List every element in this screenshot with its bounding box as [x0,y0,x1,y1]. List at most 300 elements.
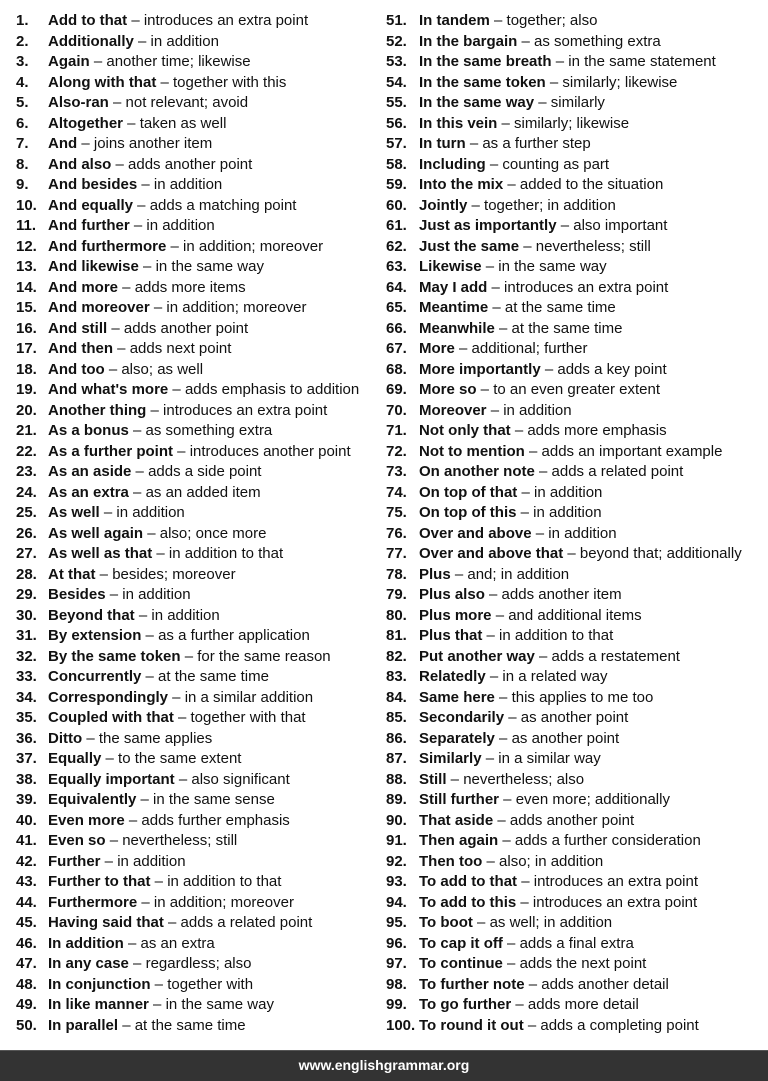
item-text [419,155,609,176]
item-definition: nevertheless; still [535,237,651,255]
item-definition: as something extra [534,32,661,50]
item-number: 10. [16,196,37,214]
item-separator: – [485,668,503,685]
item-number: 2. [16,32,29,50]
item-term: To cap it off [419,934,503,952]
item-number: 58. [386,155,407,173]
item-definition: the same applies [98,729,213,747]
item-separator: – [77,135,94,152]
item-number: 92. [386,852,407,870]
item-term: And also [48,155,112,173]
item-term: Plus that [419,627,483,644]
list-item [16,380,382,401]
item-text [419,749,601,770]
item-text [419,278,668,299]
item-number: 50. [16,1016,37,1034]
item-definition: also significant [191,770,290,788]
list-item [386,811,766,832]
item-separator: – [99,504,117,521]
item-text [48,73,286,94]
list-item [16,442,382,463]
item-definition: adds a related point [551,463,684,480]
item-text [419,93,605,114]
item-separator: – [476,381,494,398]
list-item [16,667,382,688]
list-item [386,73,766,94]
item-term: By the same token [48,647,181,665]
list-item [386,380,766,401]
item-term: And moreover [48,299,150,316]
item-definition: adds further emphasis [141,811,290,829]
item-text [48,257,264,278]
list-item [16,954,382,975]
item-number: 28. [16,565,37,583]
item-separator: – [168,688,185,706]
item-term: As well as that [48,545,153,562]
item-text [419,216,667,237]
item-text [419,114,629,135]
item-term: Another thing [48,401,147,419]
item-separator: – [472,914,490,931]
item-text [48,852,186,873]
list-item [16,237,382,258]
item-definition: in the same way [498,258,607,275]
item-definition: in the same sense [153,791,275,808]
item-definition: in addition [534,483,603,501]
item-term: Equally [48,750,102,767]
item-text [419,811,634,832]
item-term: And what's more [48,381,169,398]
item-number: 77. [386,545,407,562]
item-text [48,872,281,893]
item-number: 78. [386,565,407,583]
item-term: Similarly [419,750,482,767]
item-term: On top of that [419,483,518,501]
item-term: In the same way [419,94,535,111]
item-text [48,934,215,955]
item-text [48,503,185,524]
item-text [419,257,607,278]
list-item [16,565,382,586]
item-definition: adds a key point [557,360,667,378]
item-term: In like manner [48,996,149,1013]
item-text [419,298,616,319]
list-item [16,770,382,791]
item-number: 25. [16,504,37,521]
item-term: Additionally [48,32,134,50]
item-term: As an extra [48,483,129,501]
item-term: Jointly [419,196,468,214]
item-term: As an aside [48,463,132,480]
item-separator: – [517,483,534,501]
item-separator: – [105,586,123,603]
list-item [386,52,766,73]
item-number: 96. [386,934,407,952]
item-separator: – [540,360,558,378]
list-item [386,32,766,53]
list-item [16,913,382,934]
item-definition: this applies to me too [511,688,654,706]
item-term: To further note [419,975,525,993]
item-separator: – [454,340,472,357]
item-text [419,626,613,647]
item-number: 61. [386,217,407,234]
item-term: As well again [48,524,144,542]
list-item [386,606,766,627]
list-item [16,749,382,770]
item-text [48,32,219,53]
item-term: In parallel [48,1016,119,1034]
item-number: 49. [16,996,37,1013]
item-text [48,442,351,463]
item-number: 21. [16,422,37,439]
item-separator: – [174,770,192,788]
item-definition: beyond that; additionally [579,545,742,562]
list-item [16,339,382,360]
item-definition: nevertheless; still [122,832,238,849]
list-item [16,462,382,483]
item-definition: adds a final extra [519,934,634,952]
item-number: 88. [386,770,407,788]
item-separator: – [487,278,505,296]
item-separator: – [128,422,146,439]
list-item [16,688,382,709]
item-separator: – [108,94,126,111]
list-item [386,544,766,565]
item-definition: similarly; likewise [562,73,678,91]
item-separator: – [152,545,169,562]
item-text [48,175,222,196]
item-text [419,995,639,1016]
item-number: 68. [386,360,407,378]
list-item [386,257,766,278]
item-separator: – [137,176,154,193]
item-text [419,32,661,53]
item-separator: – [89,53,107,70]
list-item [16,401,382,422]
item-separator: – [136,791,154,808]
item-term: Still [419,770,447,788]
item-number: 66. [386,319,407,337]
item-separator: – [482,627,500,644]
item-number: 8. [16,155,29,173]
item-text [419,831,701,852]
item-term: Plus [419,565,451,583]
item-number: 91. [386,832,407,849]
item-definition: and additional items [508,606,642,624]
list-item [16,257,382,278]
list-item [16,216,382,237]
item-number: 90. [386,811,407,829]
item-number: 3. [16,53,29,70]
item-definition: for the same reason [197,647,331,665]
item-term: Not only that [419,422,511,439]
item-separator: – [519,237,536,255]
item-definition: as an added item [145,483,261,501]
item-term: As a bonus [48,422,129,439]
item-text [419,688,653,709]
list-item [386,647,766,668]
item-text [48,524,266,545]
list-item [386,585,766,606]
item-number: 95. [386,914,407,931]
item-term: Just the same [419,237,520,255]
item-number: 64. [386,278,407,296]
item-term: On another note [419,463,535,480]
item-definition: in the same statement [568,53,716,70]
item-separator: – [141,668,159,685]
item-text [48,196,296,217]
item-separator: – [523,1016,541,1034]
item-number: 19. [16,381,37,398]
item-separator: – [123,114,140,132]
item-number: 72. [386,442,407,460]
item-number: 51. [386,12,407,29]
item-separator: – [134,606,152,624]
item-definition: together with this [173,73,287,91]
item-term: In any case [48,955,129,972]
item-text [419,11,597,32]
item-text [48,790,275,811]
item-definition: introduces an extra point [533,873,699,890]
item-separator: – [124,811,142,829]
item-number: 46. [16,934,37,952]
item-number: 65. [386,299,407,316]
item-number: 47. [16,955,37,972]
list-item [386,626,766,647]
item-separator: – [484,586,502,603]
item-term: And besides [48,176,138,193]
item-separator: – [137,893,154,911]
item-number: 99. [386,996,407,1013]
item-text [48,52,251,73]
item-definition: in addition to that [499,627,614,644]
item-term: Further to that [48,873,151,890]
item-text [419,708,628,729]
item-text [419,585,622,606]
item-number: 76. [386,524,407,542]
item-definition: adds emphasis to addition [184,381,360,398]
item-separator: – [107,319,124,337]
item-text [48,155,252,176]
item-term: In the same breath [419,53,552,70]
item-number: 9. [16,176,29,193]
item-text [48,421,272,442]
item-term: Just as importantly [419,217,557,234]
list-item [16,155,382,176]
item-separator: – [150,873,168,890]
item-term: To add to this [419,893,517,911]
item-definition: introduces an extra point [504,278,669,296]
item-definition: similarly [550,94,605,111]
list-item [386,852,766,873]
list-item [16,975,382,996]
item-definition: in addition [122,586,191,603]
item-definition: also important [573,217,668,234]
item-number: 52. [386,32,407,50]
item-text [419,483,602,504]
item-number: 41. [16,832,37,849]
item-number: 6. [16,114,29,132]
list-item [16,114,382,135]
item-term: Still further [419,791,500,808]
item-separator: – [467,196,485,214]
item-separator: – [531,524,549,542]
item-number: 33. [16,668,37,685]
item-term: Put another way [419,647,535,665]
item-definition: in addition; moreover [183,237,324,255]
list-item [386,278,766,299]
item-term: At that [48,565,96,583]
item-definition: in addition [151,606,220,624]
item-text [419,524,617,545]
item-definition: in addition [548,524,617,542]
item-separator: – [498,832,515,849]
item-separator: – [517,873,534,890]
item-separator: – [101,750,119,767]
item-term: Equally important [48,770,175,788]
item-text [419,934,634,955]
item-number: 83. [386,668,407,685]
list-item [386,462,766,483]
item-number: 79. [386,586,407,603]
item-number: 53. [386,53,407,70]
item-separator: – [503,176,520,193]
item-text [48,360,203,381]
item-number: 97. [386,955,407,972]
list-item [16,93,382,114]
item-term: In this vein [419,114,498,132]
item-separator: – [133,32,151,50]
item-separator: – [95,565,113,583]
list-item [16,196,382,217]
item-separator: – [118,1016,135,1034]
item-separator: – [168,381,185,398]
item-term: To continue [419,955,503,972]
item-number: 18. [16,360,37,378]
item-text [48,688,313,709]
list-item [386,421,766,442]
item-definition: to the same extent [118,750,242,767]
item-number: 4. [16,73,29,91]
item-separator: – [105,832,123,849]
item-text [48,93,248,114]
item-separator: – [517,32,535,50]
list-item [386,114,766,135]
list-item [16,606,382,627]
item-definition: at the same time [511,319,623,337]
list-item [16,585,382,606]
item-definition: as another point [520,709,629,726]
item-definition: adds a restatement [551,647,680,665]
item-number: 85. [386,709,407,726]
list-item [16,421,382,442]
item-definition: adds more emphasis [527,422,667,439]
list-item [16,360,382,381]
list-item [16,729,382,750]
list-item [386,175,766,196]
item-definition: at the same time [134,1016,246,1034]
list-column-right [386,11,766,1036]
list-item [16,278,382,299]
item-text [48,462,261,483]
item-number: 31. [16,627,37,644]
item-definition: in the same way [155,258,264,275]
list-item [16,934,382,955]
item-term: And still [48,319,108,337]
item-text [419,196,616,217]
list-item [386,831,766,852]
list-item [386,360,766,381]
item-number: 93. [386,873,407,890]
item-number: 13. [16,258,37,275]
list-item [16,790,382,811]
footer-url[interactable]: www.englishgrammar.org [298,1057,470,1073]
item-text [419,647,680,668]
item-definition: another time; likewise [106,53,251,70]
list-item [386,975,766,996]
item-definition: as another point [511,729,620,747]
item-separator: – [156,73,173,91]
item-text [419,73,677,94]
item-definition: in addition [116,504,185,521]
item-term: Furthermore [48,893,138,911]
item-number: 80. [386,606,407,624]
item-text [48,1016,246,1037]
list-item [386,401,766,422]
item-number: 71. [386,422,407,439]
item-definition: in addition to that [167,873,282,890]
list-item [386,134,766,155]
item-text [48,134,212,155]
item-separator: – [516,893,533,911]
item-text [48,811,290,832]
item-definition: added to the situation [519,176,664,193]
item-number: 20. [16,401,37,419]
item-term: Then too [419,852,483,870]
item-term: Besides [48,586,106,603]
item-term: To round it out [419,1016,524,1034]
item-term: More so [419,381,477,398]
list-item [386,770,766,791]
item-text [419,954,646,975]
list-item [16,483,382,504]
item-number: 100. [386,1016,416,1034]
list-item [16,893,382,914]
list-item [386,667,766,688]
item-term: And likewise [48,258,139,275]
item-definition: as something extra [145,422,273,439]
item-text [419,729,619,750]
item-definition: in a similar way [498,750,601,767]
item-number: 32. [16,647,37,665]
item-number: 26. [16,524,37,542]
footer-bar [0,1050,768,1081]
item-term: Along with that [48,73,157,91]
item-definition: in addition; moreover [166,299,307,316]
list-item [386,729,766,750]
item-text [419,790,670,811]
item-separator: – [499,791,516,808]
item-text [48,647,331,668]
item-number: 54. [386,73,407,91]
list-item [16,647,382,668]
list-item [386,954,766,975]
item-term: Secondarily [419,709,505,726]
item-separator: – [148,996,166,1013]
item-term: Further [48,852,101,870]
item-text [48,954,251,975]
